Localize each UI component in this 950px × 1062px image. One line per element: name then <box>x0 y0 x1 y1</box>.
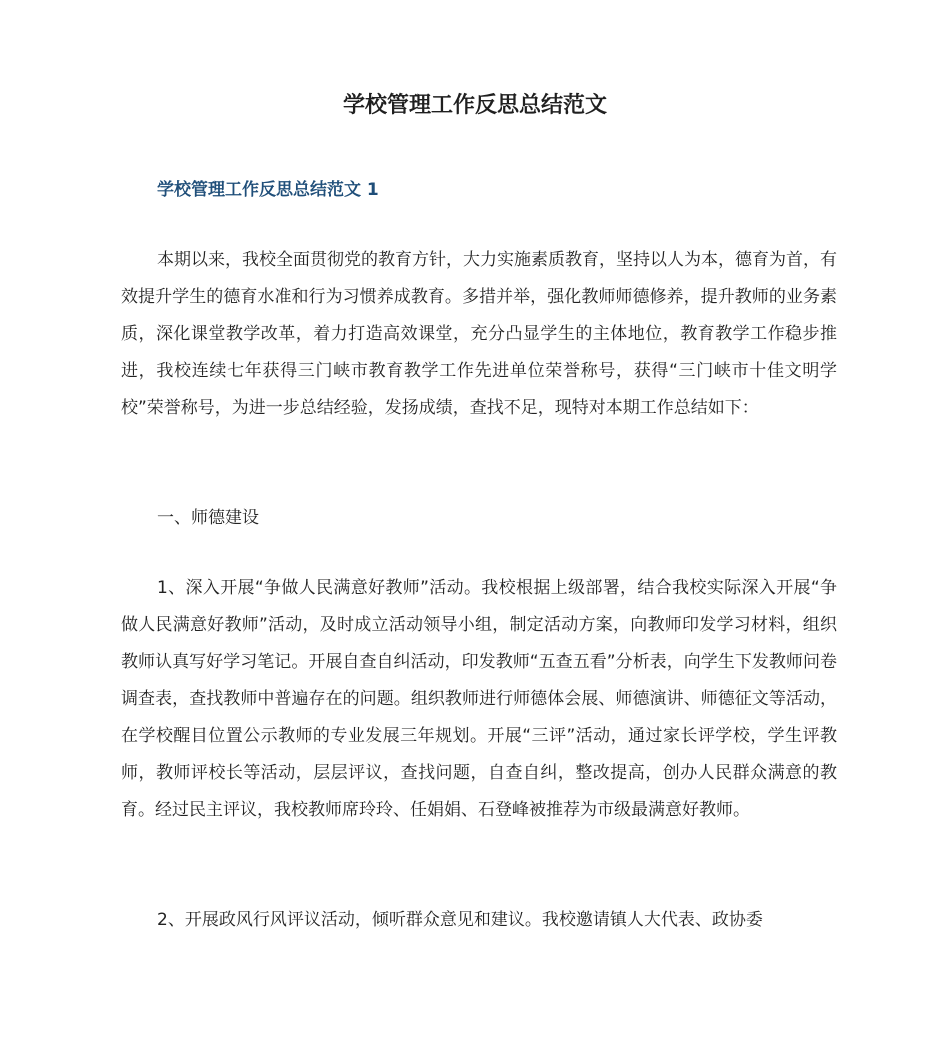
subsection-heading: 一、师德建设 <box>157 508 259 528</box>
paragraph-item-1: 1、深入开展“争做人民满意好教师”活动。我校根据上级部署，结合我校实际深入开展“争做人民满意好教师”活动，及时成立活动领导小组，制定活动方案，向教师印发学习材料，组织教师认真写好学习笔记。开展自查自纠活动，印发教师“五查五看”分析表，向学生下发教师问卷调查表，查找教师中普遍存在的问题。组织教师进行师德体会展、师德演讲、师德征文等活动，在学校醒目位置公示教师的专业发展三年规划。开展“三评”活动，通过家长评学校，学生评教师，教师评校长等活动，层层评议，查找问题，自查自纠，整改提高，创办人民群众满意的教育。经过民主评议，我校教师席玲玲、任娟娟、石登峰被推荐为市级最满意好教师。 <box>121 578 837 820</box>
paragraph-item-2: 2、开展政风行风评议活动，倾听群众意见和建议。我校邀请镇人大代表、政协委 <box>157 910 763 930</box>
section-heading: 学校管理工作反思总结范文 1 <box>157 180 379 200</box>
paragraph-intro: 本期以来，我校全面贯彻党的教育方针，大力实施素质教育，坚持以人为本，德育为首，有效提升学生的德育水准和行为习惯养成教育。多措并举，强化教师师德修养，提升教师的业务素质，深化课堂教学改革，着力打造高效课堂，充分凸显学生的主体地位，教育教学工作稳步推进，我校连续七年获得三门峡市教育教学工作先进单位荣誉称号，获得“三门峡市十佳文明学校”荣誉称号，为进一步总结经验，发扬成绩，查找不足，现特对本期工作总结如下： <box>121 250 837 418</box>
document-title: 学校管理工作反思总结范文 <box>342 93 607 118</box>
